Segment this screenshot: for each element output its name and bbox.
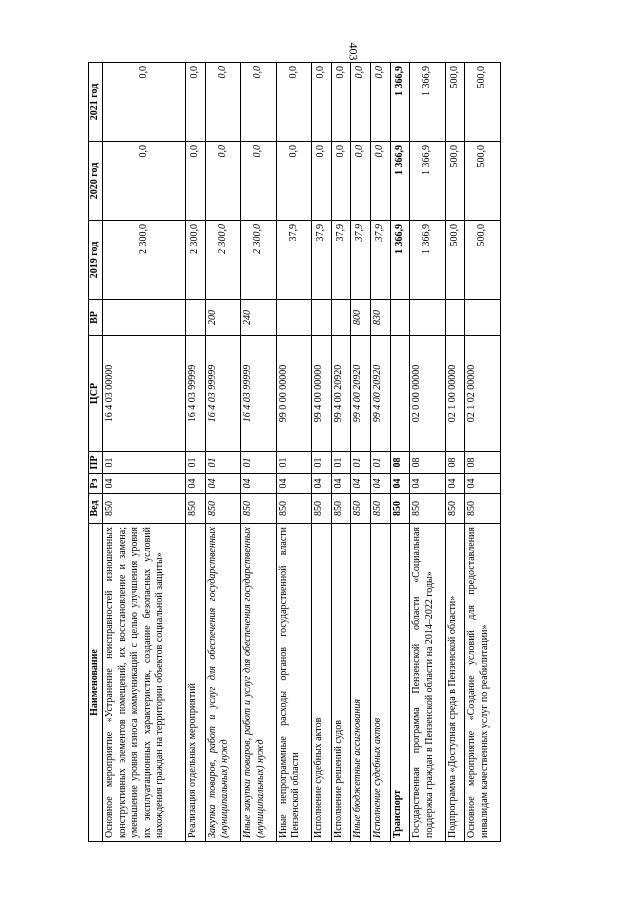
table-row — [241, 63, 276, 842]
cell-csr — [390, 336, 410, 452]
page-number: 403 — [346, 42, 361, 61]
cell-vr — [186, 300, 206, 336]
cell-rz: 04 — [276, 474, 311, 494]
cell-ved: 850 — [103, 494, 186, 524]
cell-rz: 04 — [465, 474, 501, 494]
rotated-table-container — [88, 62, 501, 842]
cell-ved: 850 — [312, 494, 332, 524]
cell-2019: 500,0 — [465, 221, 501, 300]
table-row — [371, 63, 391, 842]
cell-vr — [276, 300, 311, 336]
cell-2019: 37,9 — [312, 221, 332, 300]
cell-2021: 0,0 — [205, 63, 240, 142]
cell-vr: 830 — [371, 300, 391, 336]
cell-vr — [331, 300, 351, 336]
header-csr: ЦСР — [89, 336, 103, 452]
header-rz: Рз — [89, 474, 103, 494]
header-2020: 2020 год — [89, 142, 103, 221]
cell-2021: 0,0 — [371, 63, 391, 142]
table-row — [465, 63, 501, 842]
cell-vr — [312, 300, 332, 336]
cell-rz: 04 — [186, 474, 206, 494]
header-2019: 2019 год — [89, 221, 103, 300]
cell-ved: 850 — [371, 494, 391, 524]
cell-vr: 200 — [205, 300, 240, 336]
cell-csr: 99 4 00 20920 — [351, 336, 371, 452]
cell-name: Транспорт — [390, 524, 410, 842]
cell-2019: 37,9 — [371, 221, 391, 300]
table-row — [276, 63, 311, 842]
cell-name: Реализация отдельных мероприятий — [186, 524, 206, 842]
cell-2020: 1 366,9 — [390, 142, 410, 221]
cell-pr: 08 — [465, 452, 501, 474]
cell-ved: 850 — [276, 494, 311, 524]
cell-2021: 1 366,9 — [390, 63, 410, 142]
cell-2020: 500,0 — [445, 142, 465, 221]
cell-2020: 0,0 — [312, 142, 332, 221]
cell-rz: 04 — [312, 474, 332, 494]
cell-2020: 0,0 — [351, 142, 371, 221]
cell-2019: 37,9 — [276, 221, 311, 300]
cell-2020: 1 366,9 — [410, 142, 445, 221]
cell-pr: 01 — [331, 452, 351, 474]
cell-2021: 0,0 — [276, 63, 311, 142]
cell-ved: 850 — [445, 494, 465, 524]
cell-ved: 850 — [186, 494, 206, 524]
header-2021: 2021 год — [89, 63, 103, 142]
cell-name: Иные бюджетные ассигнования — [351, 524, 371, 842]
header-name: Наименование — [89, 524, 103, 842]
cell-rz: 04 — [390, 474, 410, 494]
table-row — [351, 63, 371, 842]
table-row — [390, 63, 410, 842]
cell-2021: 1 366,9 — [410, 63, 445, 142]
cell-csr: 99 0 00 00000 — [276, 336, 311, 452]
cell-2019: 500,0 — [445, 221, 465, 300]
cell-ved: 850 — [465, 494, 501, 524]
table-row — [410, 63, 445, 842]
cell-rz: 04 — [331, 474, 351, 494]
cell-2020: 500,0 — [465, 142, 501, 221]
table-header-row — [89, 63, 103, 842]
cell-pr: 08 — [390, 452, 410, 474]
cell-2021: 0,0 — [312, 63, 332, 142]
cell-pr: 01 — [103, 452, 186, 474]
cell-ved: 850 — [410, 494, 445, 524]
cell-2020: 0,0 — [103, 142, 186, 221]
cell-vr — [410, 300, 445, 336]
cell-pr: 01 — [186, 452, 206, 474]
cell-name: Иные закупки товаров, работ и услуг для обеспечения государственных (муниципальных) нужд — [241, 524, 276, 842]
cell-ved: 850 — [331, 494, 351, 524]
cell-2019: 2 300,0 — [103, 221, 186, 300]
cell-2019: 2 300,0 — [205, 221, 240, 300]
cell-pr: 01 — [351, 452, 371, 474]
table-row — [103, 63, 186, 842]
table-row — [312, 63, 332, 842]
cell-rz: 04 — [371, 474, 391, 494]
cell-csr: 16 4 03 99999 — [186, 336, 206, 452]
cell-pr: 08 — [410, 452, 445, 474]
cell-2020: 0,0 — [241, 142, 276, 221]
cell-pr: 08 — [445, 452, 465, 474]
cell-2020: 0,0 — [186, 142, 206, 221]
cell-ved: 850 — [205, 494, 240, 524]
cell-2021: 500,0 — [465, 63, 501, 142]
header-ved: Вед — [89, 494, 103, 524]
cell-rz: 04 — [351, 474, 371, 494]
cell-csr: 02 0 00 00000 — [410, 336, 445, 452]
cell-2021: 0,0 — [241, 63, 276, 142]
cell-2019: 2 300,0 — [186, 221, 206, 300]
table-row — [205, 63, 240, 842]
cell-2021: 500,0 — [445, 63, 465, 142]
cell-name: Подпрограмма «Доступная среда в Пензенской области» — [445, 524, 465, 842]
cell-name: Основное мероприятие «Устранение неисправностей изношенных конструктивных элементов помещений, их восстановление и замена; уменьшение уровня износа коммуникаций с целью улучшения уровня их эксплуатационных характеристик, создание безопасных условий нахождения граждан на территории объектов социальной защиты» — [103, 524, 186, 842]
cell-pr: 01 — [205, 452, 240, 474]
cell-csr: 99 4 00 20920 — [371, 336, 391, 452]
cell-2021: 0,0 — [351, 63, 371, 142]
cell-name: Исполнение судебных актов — [371, 524, 391, 842]
cell-2019: 37,9 — [351, 221, 371, 300]
cell-pr: 01 — [312, 452, 332, 474]
table-row — [331, 63, 351, 842]
cell-2020: 0,0 — [205, 142, 240, 221]
cell-rz: 04 — [241, 474, 276, 494]
cell-vr — [390, 300, 410, 336]
cell-vr — [103, 300, 186, 336]
header-vr: ВР — [89, 300, 103, 336]
cell-2020: 0,0 — [331, 142, 351, 221]
cell-csr: 02 1 02 00000 — [465, 336, 501, 452]
header-pr: ПР — [89, 452, 103, 474]
cell-2020: 0,0 — [276, 142, 311, 221]
cell-2019: 37,9 — [331, 221, 351, 300]
cell-vr — [465, 300, 501, 336]
cell-csr: 16 4 03 99999 — [205, 336, 240, 452]
cell-2021: 0,0 — [186, 63, 206, 142]
cell-rz: 04 — [410, 474, 445, 494]
cell-name: Закупка товаров, работ и услуг для обеспечения государственных (муниципальных) нужд — [205, 524, 240, 842]
table-row — [445, 63, 465, 842]
cell-rz: 04 — [103, 474, 186, 494]
cell-rz: 04 — [445, 474, 465, 494]
cell-csr: 16 4 03 00000 — [103, 336, 186, 452]
cell-name: Государственная программа Пензенской области «Социальная поддержка граждан в Пензенской области на 2014–2022 годы» — [410, 524, 445, 842]
cell-2020: 0,0 — [371, 142, 391, 221]
cell-rz: 04 — [205, 474, 240, 494]
cell-2021: 0,0 — [103, 63, 186, 142]
cell-pr: 01 — [276, 452, 311, 474]
cell-2021: 0,0 — [331, 63, 351, 142]
cell-name: Исполнение решений судов — [331, 524, 351, 842]
cell-vr: 800 — [351, 300, 371, 336]
cell-ved: 850 — [390, 494, 410, 524]
table-row — [186, 63, 206, 842]
cell-name: Иные непрограммные расходы органов государственной власти Пензенской области — [276, 524, 311, 842]
cell-csr: 99 4 00 00000 — [312, 336, 332, 452]
cell-name: Исполнение судебных актов — [312, 524, 332, 842]
cell-pr: 01 — [371, 452, 391, 474]
cell-pr: 01 — [241, 452, 276, 474]
cell-ved: 850 — [351, 494, 371, 524]
cell-csr: 16 4 03 99999 — [241, 336, 276, 452]
budget-table — [88, 62, 501, 842]
cell-csr: 02 1 00 00000 — [445, 336, 465, 452]
cell-ved: 850 — [241, 494, 276, 524]
cell-2019: 1 366,9 — [390, 221, 410, 300]
cell-2019: 1 366,9 — [410, 221, 445, 300]
cell-csr: 99 4 00 20920 — [331, 336, 351, 452]
cell-vr — [445, 300, 465, 336]
cell-vr: 240 — [241, 300, 276, 336]
cell-2019: 2 300,0 — [241, 221, 276, 300]
cell-name: Основное мероприятие «Создание условий для предоставления инвалидам качественных услуг по реабилитации» — [465, 524, 501, 842]
